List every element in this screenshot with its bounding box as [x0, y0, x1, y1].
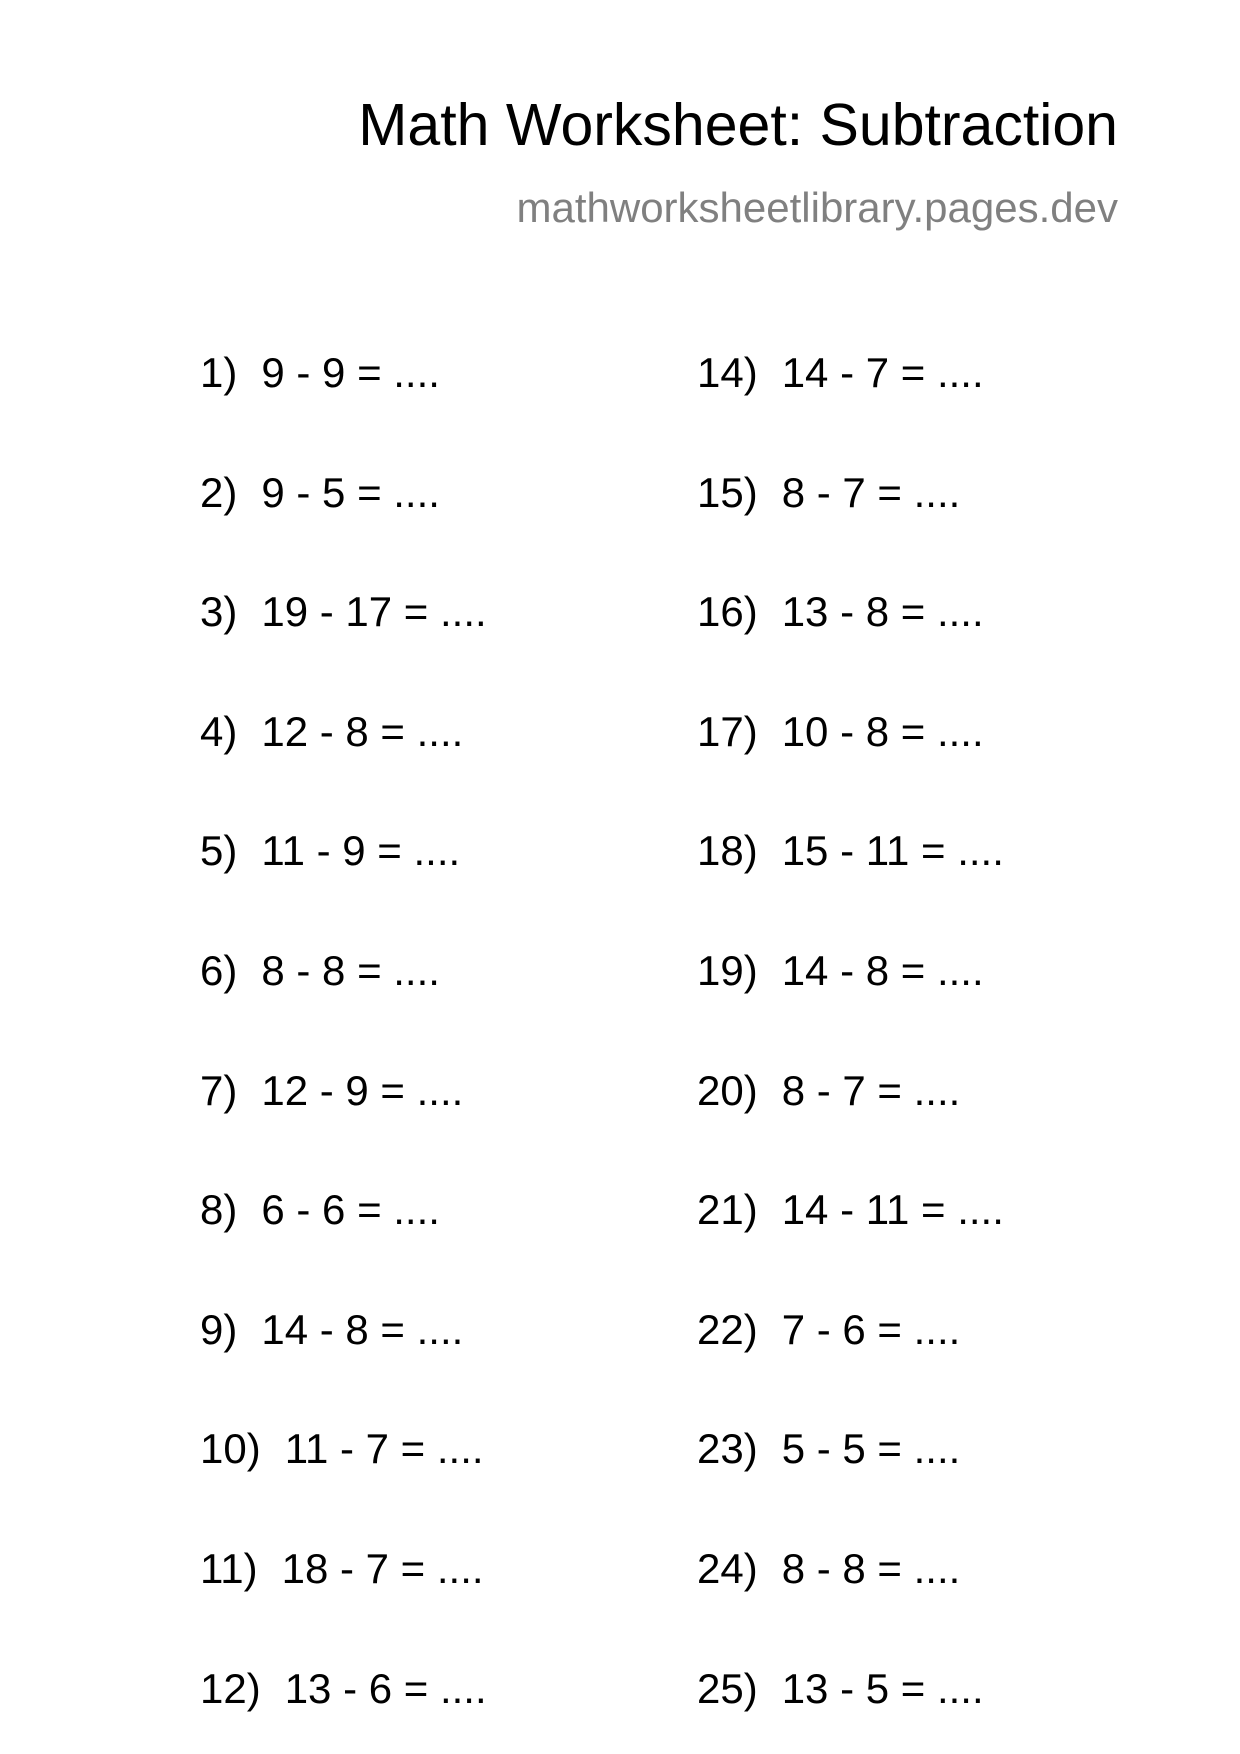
problem-number: 4) — [200, 708, 238, 755]
problem-item — [697, 1425, 961, 1472]
problem-expression: 7 - 6 = .... — [781, 1306, 961, 1353]
problem-number: 8) — [200, 1186, 238, 1233]
problem-number: 19) — [697, 947, 758, 994]
problem-expression: 14 - 7 = .... — [781, 349, 984, 396]
problem-expression: 9 - 9 = .... — [261, 349, 440, 396]
problem-number: 25) — [697, 1665, 758, 1712]
problem-number: 15) — [697, 469, 758, 516]
problem-item — [200, 469, 440, 516]
problem-expression: 5 - 5 = .... — [781, 1425, 961, 1472]
problem-item — [200, 1186, 440, 1233]
problem-expression: 8 - 8 = .... — [261, 947, 440, 994]
problem-number: 9) — [200, 1306, 238, 1353]
problem-number: 3) — [200, 588, 238, 635]
problem-number: 23) — [697, 1425, 758, 1472]
problem-item — [200, 708, 464, 755]
problem-expression: 14 - 11 = .... — [781, 1186, 1004, 1233]
problem-expression: 13 - 5 = .... — [781, 1665, 984, 1712]
worksheet-header — [358, 92, 1118, 231]
problem-number: 1) — [200, 349, 238, 396]
problem-expression: 8 - 7 = .... — [781, 469, 961, 516]
problem-expression: 19 - 17 = .... — [261, 588, 487, 635]
problem-number: 14) — [697, 349, 758, 396]
problem-item — [697, 349, 984, 396]
problem-number: 16) — [697, 588, 758, 635]
problem-item — [697, 1306, 961, 1353]
problem-expression: 8 - 8 = .... — [781, 1545, 961, 1592]
problem-number: 22) — [697, 1306, 758, 1353]
problem-item — [697, 1545, 961, 1592]
problem-number: 11) — [200, 1545, 258, 1592]
problem-item — [697, 469, 961, 516]
problem-number: 18) — [697, 827, 758, 874]
problem-number: 21) — [697, 1186, 758, 1233]
problem-item — [200, 1665, 487, 1712]
problem-item — [200, 349, 440, 396]
problem-item — [200, 588, 487, 635]
problem-item — [200, 1425, 484, 1472]
problem-expression: 13 - 6 = .... — [284, 1665, 487, 1712]
site-url: mathworksheetlibrary.pages.dev — [516, 184, 1118, 231]
page-title: Math Worksheet: Subtraction — [358, 92, 1118, 158]
problem-number: 24) — [697, 1545, 758, 1592]
problem-item — [697, 1665, 984, 1712]
problem-expression: 14 - 8 = .... — [781, 947, 984, 994]
problem-expression: 6 - 6 = .... — [261, 1186, 440, 1233]
problem-expression: 18 - 7 = .... — [281, 1545, 484, 1592]
problem-number: 7) — [200, 1067, 238, 1114]
problem-item — [200, 947, 440, 994]
problem-item — [697, 1186, 1004, 1233]
problem-item — [697, 947, 984, 994]
problem-item — [200, 827, 461, 874]
problem-expression: 13 - 8 = .... — [781, 588, 984, 635]
problem-number: 10) — [200, 1425, 261, 1472]
problem-expression: 11 - 9 = .... — [261, 827, 461, 874]
problem-item — [697, 827, 1004, 874]
problem-item — [200, 1306, 464, 1353]
problem-item — [697, 708, 984, 755]
problem-expression: 9 - 5 = .... — [261, 469, 440, 516]
problem-expression: 14 - 8 = .... — [261, 1306, 464, 1353]
problem-expression: 8 - 7 = .... — [781, 1067, 961, 1114]
problem-expression: 15 - 11 = .... — [781, 827, 1004, 874]
problem-number: 2) — [200, 469, 238, 516]
problem-expression: 12 - 8 = .... — [261, 708, 464, 755]
problem-expression: 12 - 9 = .... — [261, 1067, 464, 1114]
problem-grid — [0, 349, 1240, 1752]
problem-number: 12) — [200, 1665, 261, 1712]
problem-item — [200, 1067, 464, 1114]
problem-item — [200, 1545, 484, 1592]
problem-number: 5) — [200, 827, 238, 874]
problem-expression: 11 - 7 = .... — [284, 1425, 484, 1472]
problem-expression: 10 - 8 = .... — [781, 708, 984, 755]
problem-item — [697, 588, 984, 635]
problem-number: 6) — [200, 947, 238, 994]
problem-item — [697, 1067, 961, 1114]
problem-number: 17) — [697, 708, 758, 755]
problem-number: 20) — [697, 1067, 758, 1114]
